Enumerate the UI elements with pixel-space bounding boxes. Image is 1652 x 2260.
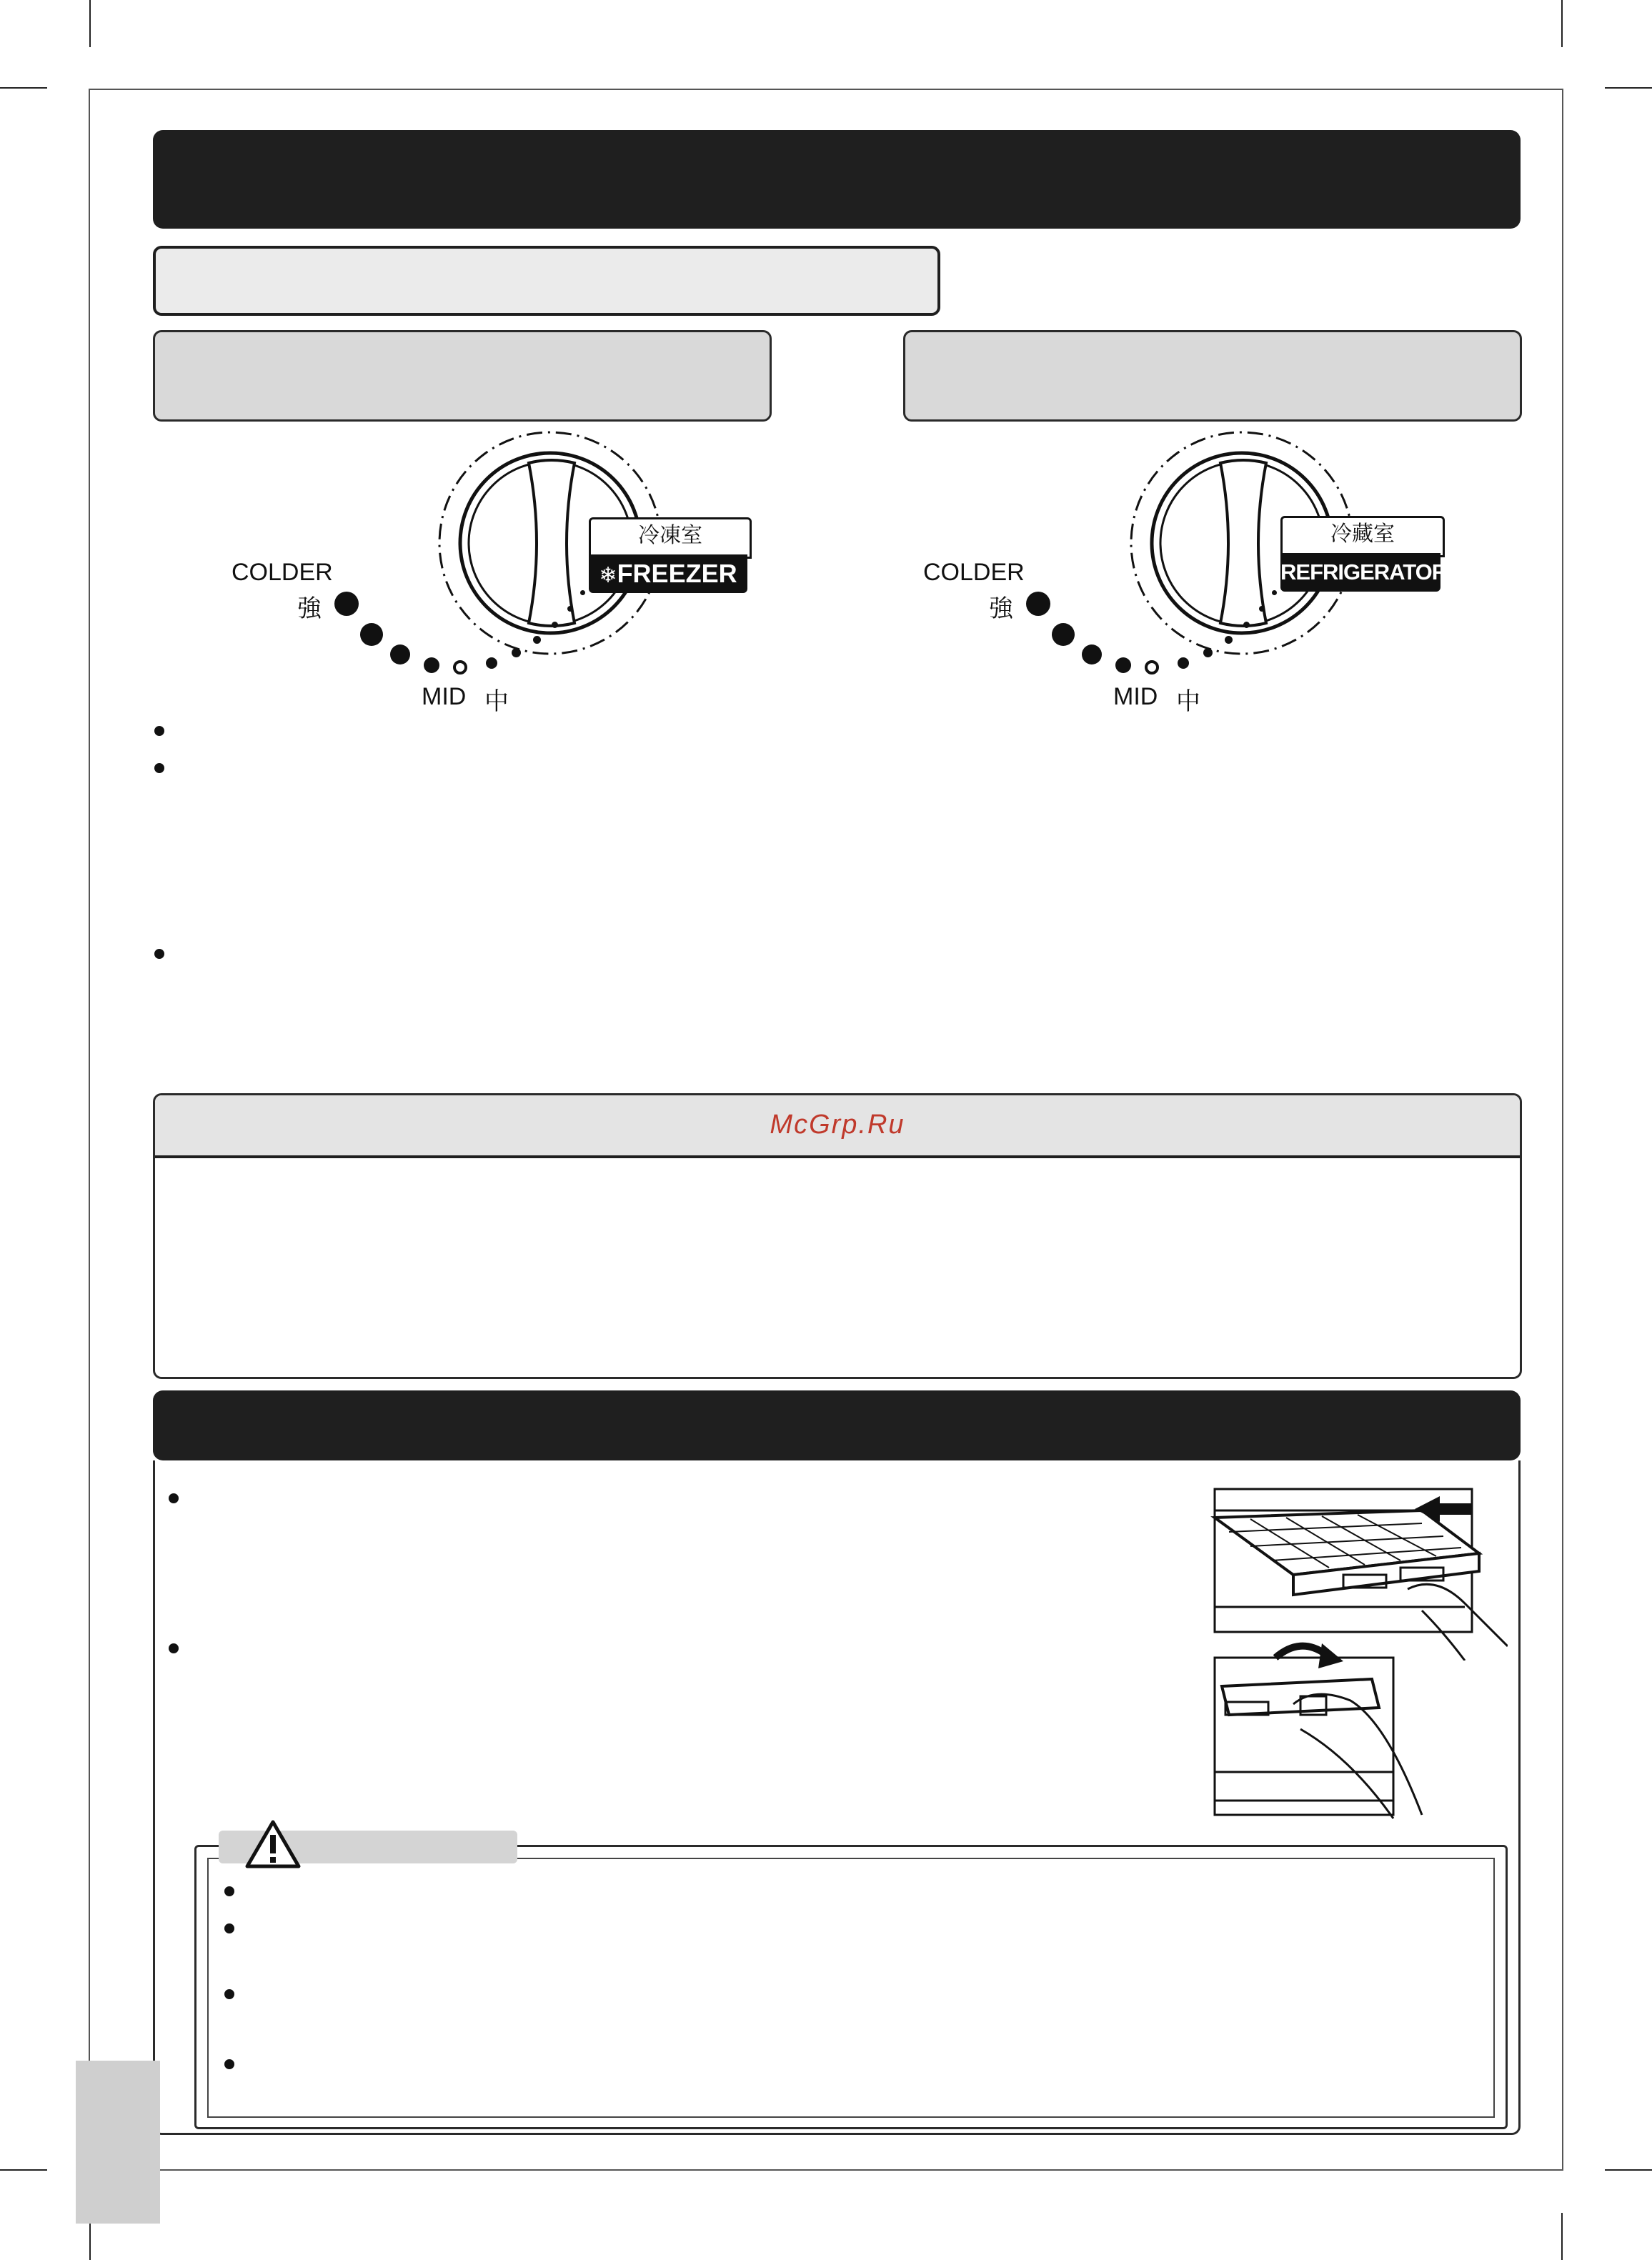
- freezer-setting-dot-7[interactable]: [512, 648, 521, 657]
- freezer-colder-label: COLDER: [232, 559, 333, 586]
- freezer-setting-dot-4[interactable]: [424, 657, 439, 673]
- curved-arrow-icon: [1275, 1646, 1325, 1658]
- snowflake-icon: ❄: [599, 563, 617, 588]
- refrigerator-mid-cjk-label: 中: [1176, 687, 1200, 716]
- freezer-dial-group: [214, 429, 772, 715]
- freezer-mid-label: MID: [422, 683, 467, 710]
- ice-tray-illustration-bottom: [1208, 1636, 1508, 1822]
- freezer-setting-dot-1[interactable]: [334, 592, 359, 616]
- freezer-setting-dot-6[interactable]: [486, 657, 497, 669]
- warning-triangle-icon: [244, 1819, 302, 1869]
- crop-mark-bottom-right-h: [1605, 2169, 1652, 2171]
- crop-mark-top-left-v: [89, 0, 91, 47]
- refrigerator-dial-grip: [1220, 460, 1266, 626]
- notice-box: [153, 1093, 1522, 1379]
- freezer-badge-cjk: 冷凍室: [589, 517, 752, 559]
- freezer-setting-dot-11[interactable]: [580, 590, 585, 595]
- subsection-header-box: [153, 246, 940, 316]
- ice-bullet-2: [169, 1643, 179, 1653]
- refrigerator-setting-dot-1[interactable]: [1026, 592, 1050, 616]
- crop-mark-top-right-v: [1561, 0, 1563, 47]
- refrigerator-heading-box: [903, 330, 1522, 422]
- freezer-badge-en: FREEZER: [617, 559, 737, 588]
- refrigerator-setting-dot-10[interactable]: [1259, 606, 1265, 612]
- freezer-badge: [589, 554, 747, 593]
- page-number-tab: [76, 2061, 160, 2224]
- section-header-bar: [153, 130, 1521, 229]
- refrigerator-setting-dot-2[interactable]: [1052, 623, 1075, 646]
- refrigerator-colder-label: COLDER: [923, 559, 1025, 586]
- bullet-2: [154, 763, 164, 773]
- refrigerator-setting-dot-11[interactable]: [1272, 590, 1277, 595]
- refrigerator-setting-dot-8[interactable]: [1225, 636, 1233, 644]
- bullet-1: [154, 726, 164, 736]
- refrigerator-setting-dot-3[interactable]: [1082, 644, 1102, 664]
- refrigerator-setting-dot-9[interactable]: [1243, 622, 1250, 628]
- ice-tray-illustration-top: [1208, 1468, 1508, 1661]
- freezer-setting-dot-mid[interactable]: [453, 660, 467, 674]
- ice-section-header-bar: [153, 1390, 1521, 1460]
- refrigerator-setting-dot-6[interactable]: [1178, 657, 1189, 669]
- freezer-dial-grip: [529, 460, 574, 626]
- refrigerator-strong-label: 強: [989, 594, 1013, 623]
- refrigerator-setting-dot-4[interactable]: [1115, 657, 1131, 673]
- freezer-heading-box: [153, 330, 772, 422]
- crop-mark-bottom-right-v: [1561, 2213, 1563, 2260]
- refrigerator-setting-dot-mid[interactable]: [1145, 660, 1159, 674]
- freezer-setting-dot-9[interactable]: [552, 622, 558, 628]
- caution-bullet-4: [224, 2059, 234, 2069]
- freezer-mid-cjk-label: 中: [484, 687, 509, 716]
- watermark-text: McGrp.Ru: [770, 1110, 905, 1140]
- caution-bullet-1: [224, 1886, 234, 1896]
- freezer-setting-dot-2[interactable]: [360, 623, 383, 646]
- caution-box-inner: [207, 1858, 1495, 2118]
- caution-tab: [219, 1831, 517, 1863]
- refrigerator-badge-en: REFRIGERATOR: [1280, 553, 1440, 592]
- ice-bullet-1: [169, 1493, 179, 1503]
- notice-header: [155, 1095, 1520, 1158]
- freezer-setting-dot-8[interactable]: [533, 636, 541, 644]
- refrigerator-mid-label: MID: [1113, 683, 1158, 710]
- crop-mark-top-left-h: [0, 87, 47, 89]
- refrigerator-setting-dot-7[interactable]: [1203, 648, 1213, 657]
- freezer-strong-label: 強: [297, 594, 322, 623]
- caution-bullet-2: [224, 1923, 234, 1933]
- refrigerator-dial-group: [906, 429, 1478, 715]
- freezer-setting-dot-3[interactable]: [390, 644, 410, 664]
- bullet-3: [154, 949, 164, 959]
- freezer-setting-dot-10[interactable]: [567, 606, 573, 612]
- crop-mark-bottom-left-h: [0, 2169, 47, 2171]
- crop-mark-top-right-h: [1605, 87, 1652, 89]
- refrigerator-badge-cjk: 冷藏室: [1280, 516, 1445, 557]
- caution-bullet-3: [224, 1989, 234, 1999]
